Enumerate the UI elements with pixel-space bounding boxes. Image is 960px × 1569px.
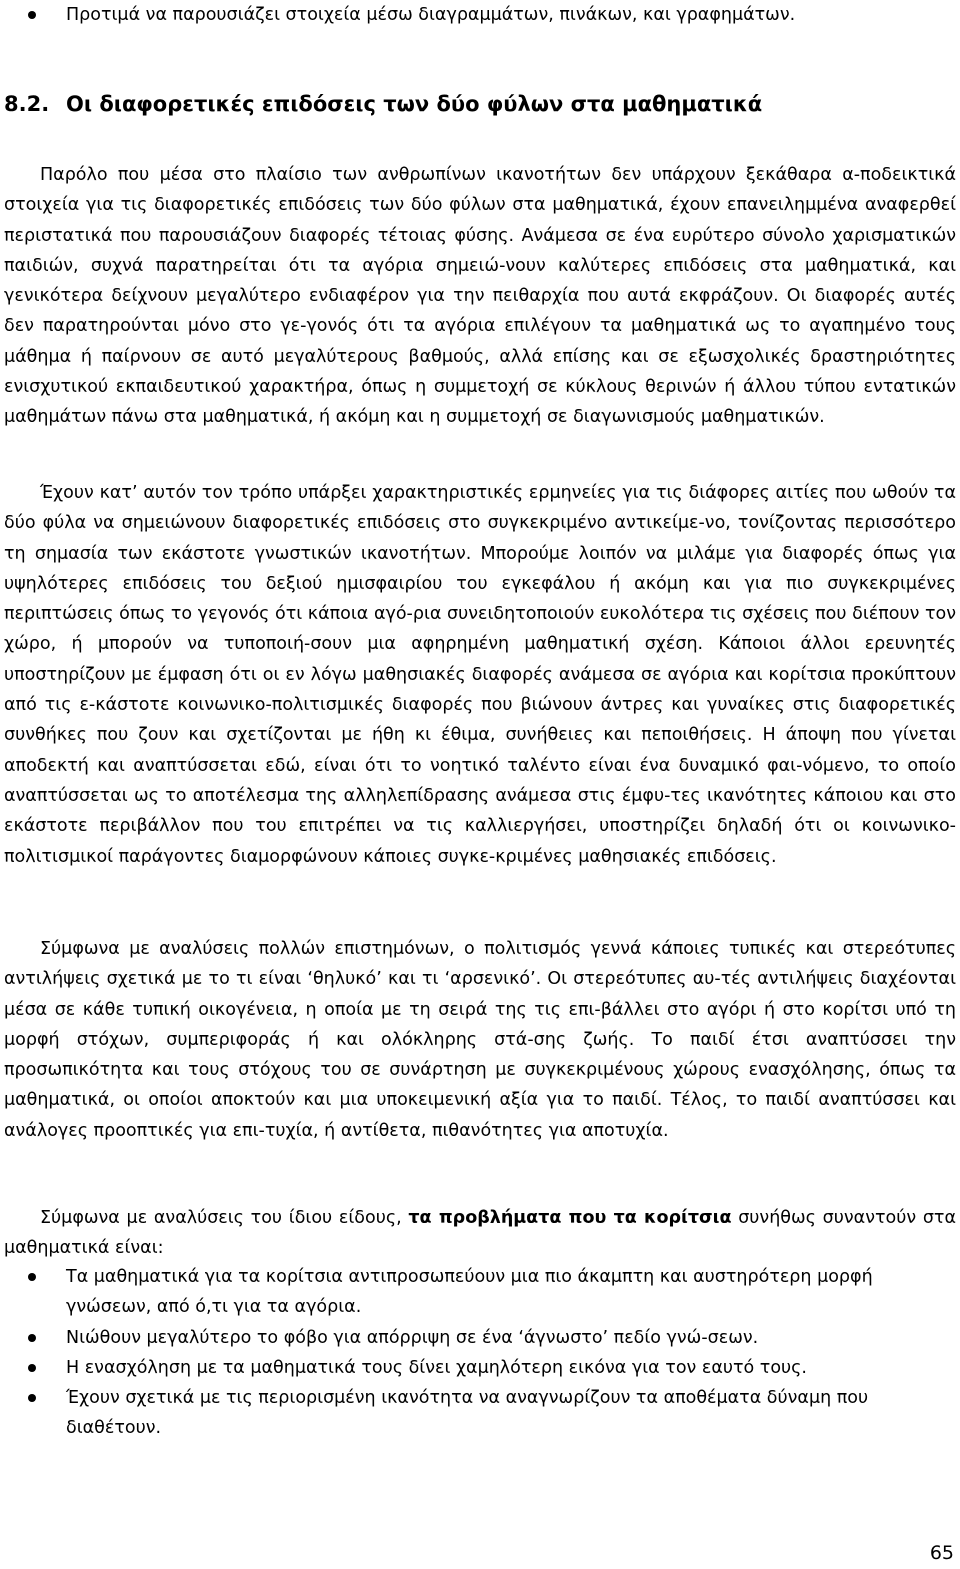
list-item-text: Νιώθουν μεγαλύτερο το φόβο για απόρριψη σε ένα ‘άγνωστο’ πεδίο γνώ-σεων. xyxy=(66,1327,759,1348)
page-number: 65 xyxy=(929,1542,954,1564)
paragraph-4-bold-text: τα προβλήματα που τα κορίτσια xyxy=(408,1208,732,1228)
bullet-icon xyxy=(28,11,36,19)
top-bullet-list xyxy=(4,0,956,30)
list-item-text: Έχουν σχετικά με τις περιορισμένη ικανότητα να αναγνωρίζουν τα αποθέματα δύναμη που διαθέτουν. xyxy=(66,1388,869,1439)
paragraph-2 xyxy=(4,478,956,872)
list-item-text: Η ενασχόληση με τα μαθηματικά τους δίνει χαμηλότερη εικόνα για τον εαυτό τους. xyxy=(66,1357,807,1378)
list-item xyxy=(4,0,956,30)
list-item xyxy=(4,1262,956,1323)
problems-list xyxy=(4,1262,956,1444)
list-item-text: Προτιμά να παρουσιάζει στοιχεία μέσω διαγραμμάτων, πινάκων, και γραφημάτων. xyxy=(66,5,796,25)
section-title: Οι διαφορετικές επιδόσεις των δύο φύλων στα μαθηματικά xyxy=(66,92,763,116)
paragraph-2-text: Έχουν κατ’ αυτόν τον τρόπο υπάρξει χαρακτηριστικές ερμηνείες για τις διάφορες αιτίες που ωθούν τα δύο φύλα να σημειώνουν διαφορετικές επιδόσεις στο συγκεκριμένο αντικείμε-νο, τονίζοντας περισσότερο τη σημασία των εκάστοτε γνωστικών ικανοτήτων. Μπορούμε λοιπόν να μιλάμε για διαφορές όπως για υψηλότερες επιδόσεις του δεξιού ημισφαιρίου του εγκεφάλου ή ακόμη και για πιο συγκεκριμένες περιπτώσεις όπως το γεγονός ότι κάποια αγό-ρια συνειδητοποιούν ευκολότερα τις σχέσεις που διέπουν τον χώρο, ή μπορούν να τυποποιή-σουν μια αφηρημένη μαθηματική σχέση. Κάποιοι άλλοι ερευνητές υποστηρίζουν με έμφαση ότι οι εν λόγω μαθησιακές διαφορές ανάμεσα σε αγόρια και κορίτσια προκύπτουν από τις ε-κάστοτε κοινωνικο-πολιτισμικές διαφορές που βιώνουν άντρες και γυναίκες στις διαφορετικές συνθήκες που ζουν και σχετίζονται με ήθη κι έθιμα, συνήθειες και πεποιθήσεις. Η άποψη που γίνεται αποδεκτή και αναπτύσσεται εδώ, είναι ότι το νοητικό ταλέντο είναι ένα δυναμικό φαι-νόμενο, το οποίο αναπτύσσεται ως το αποτέλεσμα της αλληλεπίδρασης ανάμεσα στις έμφυ-τες ικανότητες κάποιου και στο εκάστοτε περιβάλλον που του επιτρέπει να τις καλλιεργήσει, υποστηρίζει δηλαδή ότι οι κοινωνικο-πολιτισμικοί παράγοντες διαμορφώνουν κάποιες συγκε-κριμένες μαθησιακές επιδόσεις. xyxy=(4,483,956,867)
list-item xyxy=(4,1353,956,1383)
top-bullet-item xyxy=(4,0,956,30)
section-heading xyxy=(4,88,762,120)
list-item xyxy=(4,1383,956,1444)
list-item xyxy=(4,1323,956,1353)
paragraph-4-text-start: Σύμφωνα με αναλύσεις του ίδιου είδους, xyxy=(40,1208,409,1228)
paragraph-3-text: Σύμφωνα με αναλύσεις πολλών επιστημόνων, ο πολιτισμός γεννά κάποιες τυπικές και στερεότυπες αντιλήψεις σχετικά με το τι είναι ‘θηλυκό’ και τι ‘αρσενικό’. Οι στερεότυπες αυ-τές αντιλήψεις διαχέονται μέσα σε κάθε τυπική οικογένεια, η οποία με τη σειρά της τις επι-βάλλει στο αγόρι ή στο κορίτσι υπό τη μορφή στόχων, συμπεριφοράς ή και ολόκληρης στά-σης ζωής. Το παιδί έτσι αναπτύσσει την προσωπικότητα και τους στόχους του σε συνάρτηση με συγκεκριμένους χώρους ενασχόλησης, όπως τα μαθηματικά, οι οποίοι αποκτούν και μια υποκειμενική αξία για το παιδί. Τέλος, το παιδί αναπτύσσει και ανάλογες προοπτικές για επι-τυχία, ή αντίθετα, πιθανότητες για αποτυχία. xyxy=(4,939,956,1141)
bullet-icon xyxy=(28,1394,36,1402)
paragraph-4-text-end: συνήθως συναντούν στα μαθηματικά είναι: xyxy=(4,1208,957,1259)
paragraph-1-text: Παρόλο που μέσα στο πλαίσιο των ανθρωπίνων ικανοτήτων δεν υπάρχουν ξεκάθαρα α-ποδεικτικά στοιχεία για τις διαφορετικές επιδόσεις των δύο φύλων στα μαθηματικά, έχουν επανειλημμένα αναφερθεί περιστατικά που παρουσιάζουν διαφορές τέτοιας φύσης. Ανάμεσα σε ένα ευρύτερο σύνολο χαρισματικών παιδιών, συχνά παρατηρείται ότι τα αγόρια σημειώ-νουν καλύτερες επιδόσεις στα μαθηματικά, και γενικότερα δείχνουν μεγαλύτερο ενδιαφέρον για την πειθαρχία που αυτά εκφράζουν. Οι διαφορές αυτές δεν παρατηρούνται μόνο στο γε-γονός ότι τα αγόρια επιλέγουν τα μαθηματικά ως το αγαπημένο τους μάθημα ή παίρνουν σε αυτό μεγαλύτερους βαθμούς, αλλά επίσης και σε εξωσχολικές δραστηριότητες ενισχυτικού εκπαιδευτικού χαρακτήρα, όπως η συμμετοχή σε κύκλους θερινών ή άλλου τύπου εντατικών μαθημάτων πάνω στα μαθηματικά, ή ακόμη και η συμμετοχή σε διαγωνισμούς μαθηματικών. xyxy=(4,165,956,428)
bullet-icon xyxy=(28,1273,36,1281)
list-item-text: Τα μαθηματικά για τα κορίτσια αντιπροσωπεύουν μια πιο άκαμπτη και αυστηρότερη μορφή γνώσεων, από ό,τι για τα αγόρια. xyxy=(66,1267,873,1318)
section-number: 8.2. xyxy=(4,92,50,116)
bullet-icon xyxy=(28,1334,36,1342)
paragraph-3 xyxy=(4,934,956,1146)
bullet-icon xyxy=(28,1364,36,1372)
paragraph-4 xyxy=(4,1203,956,1264)
paragraph-1 xyxy=(4,160,956,433)
